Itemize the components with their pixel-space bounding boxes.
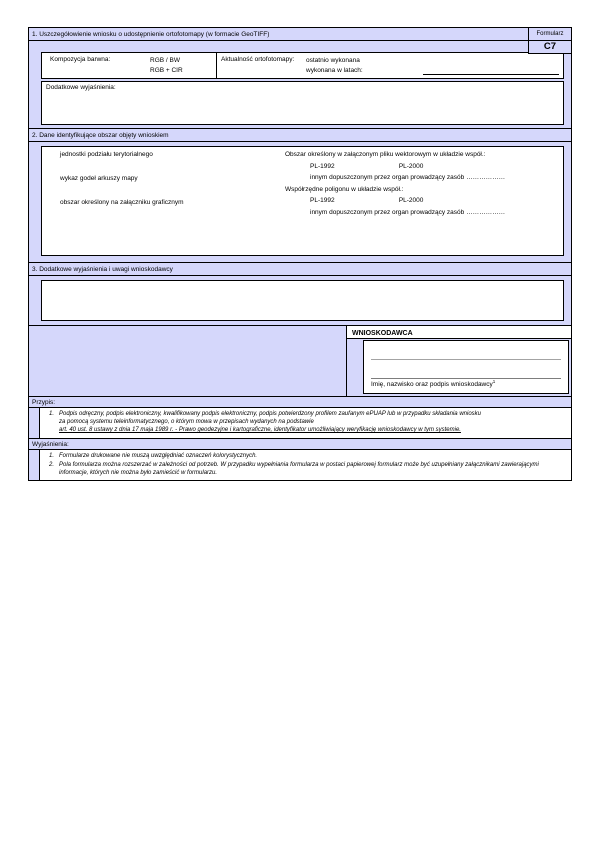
footnote-line-1: Podpis odręczny, podpis elektroniczny, kwalifikowany podpis elektroniczny, podpis potwierdzony profilem zaufanym ePUAP lub w przypadku składania wniosku (59, 411, 481, 417)
vector-crs-pl1992[interactable]: PL-1992 (310, 162, 335, 170)
signature-line-2[interactable] (371, 360, 561, 379)
currency-label: Aktualność ortofotomapy: (221, 56, 295, 63)
explanations-section (28, 438, 572, 482)
explanation-item: 1. Formularze drukowane nie muszą uwzględniać oznaczeń kolorystycznych. (49, 452, 258, 459)
polygon-coords-label: Współrzędne poligonu w układzie współ.: (285, 185, 404, 193)
composition-option-rgb-bw[interactable]: RGB / BW (150, 57, 180, 64)
section-2-content (29, 142, 571, 262)
remarks-field[interactable] (41, 280, 564, 321)
footnote-reference: 1 (492, 378, 496, 384)
footnote-line-3: art. 40 ust. 8 ustawy z dnia 17 maja 1989 r. - Prawo geodezyjne i kartograficzne, identyfikator umożliwiający weryfikację wnioskodawcy w tym systemie. (59, 426, 461, 433)
composition-cell (42, 53, 217, 78)
explanations-text (40, 450, 571, 481)
section-3 (28, 262, 572, 326)
section-1-content (29, 41, 571, 128)
footnote-line-2: za pomocą systemu teleinformatycznego, o którym mowa w przepisach wydanych na podstawie (59, 418, 314, 425)
polygon-crs-other[interactable]: innym dopuszczonym przez organ prowadzący zasób ……………… (310, 208, 506, 216)
form-code-box (528, 28, 571, 54)
currency-option-years[interactable]: wykonana w latach: (306, 67, 363, 74)
section-2-title: 2. Dane identyfikujące obszar objęty wnioskiem (29, 129, 571, 142)
footnote-text (40, 408, 571, 438)
area-definition-left-options (42, 149, 285, 253)
form-word-label: Formularz (529, 28, 571, 41)
option-graphic-attachment[interactable]: obszar określony na załączniku graficznym (60, 199, 184, 206)
vector-crs-other[interactable]: innym dopuszczonym przez organ prowadzący zasób ……………… (310, 174, 506, 181)
applicant-left-blank (29, 326, 347, 396)
footnote-number: 1. (49, 411, 55, 417)
footnote-left-strip (29, 408, 40, 438)
footnote-title: Przypis: (29, 397, 571, 408)
explanations-left-strip (29, 450, 40, 481)
applicant-signature-area (347, 339, 571, 396)
currency-option-last-made[interactable]: ostatnio wykonana (306, 57, 360, 64)
vector-file-label: Obszar określony w załączonym pliku wektorowym w układzie współ.: (285, 151, 486, 158)
applicant-row (28, 325, 572, 397)
signature-box[interactable] (363, 340, 569, 394)
option-territorial-units[interactable]: jednostki podziału terytorialnego (60, 151, 153, 158)
composition-option-rgb-cir[interactable]: RGB + CIR (150, 67, 183, 74)
additional-explanations-label: Dodatkowe wyjaśnienia: (46, 84, 116, 91)
explanation-item: 2. Pola formularza można rozszerzać w zależności od potrzeb. W przypadku wypełniania formularza w postaci papierowej formularz może być uzupełniany załącznikami zawierającymi informacje, których nie można było zamieścić w formularzu. (49, 461, 539, 476)
section-3-title: 3. Dodatkowe wyjaśnienia i uwagi wnioskodawcy (29, 263, 571, 276)
explanations-title: Wyjaśnienia: (29, 439, 571, 450)
area-definition-box (41, 146, 564, 256)
section-1-title: 1. Uszczegółowienie wniosku o udostępnienie ortofotomapy (w formacie GeoTIFF) (29, 28, 571, 41)
area-definition-right-options (285, 149, 559, 253)
polygon-crs-pl2000[interactable]: PL-2000 (398, 197, 424, 204)
currency-cell (217, 53, 563, 78)
section-1 (28, 27, 572, 129)
signature-line-1[interactable] (371, 341, 561, 360)
signature-caption: Imię, nazwisko oraz podpis wnioskodawcy$^1$ (371, 378, 496, 388)
years-input-line[interactable] (423, 67, 559, 75)
polygon-crs-pl1992[interactable]: PL-1992 (310, 197, 335, 204)
form-c7 (28, 28, 572, 481)
vector-crs-pl2000[interactable]: PL-2000 (398, 162, 424, 170)
additional-explanations-field[interactable] (41, 81, 564, 125)
form-code: C7 (543, 41, 557, 52)
applicant-cell (347, 326, 571, 396)
ortho-options-table (41, 52, 564, 79)
composition-label: Kompozycja barwna: (50, 56, 111, 63)
section-2 (28, 128, 572, 263)
option-map-sheet-codes[interactable]: wykaz godeł arkuszy mapy (60, 175, 138, 182)
footnote-section (28, 396, 572, 439)
applicant-title: WNIOSKODAWCA (347, 326, 571, 339)
